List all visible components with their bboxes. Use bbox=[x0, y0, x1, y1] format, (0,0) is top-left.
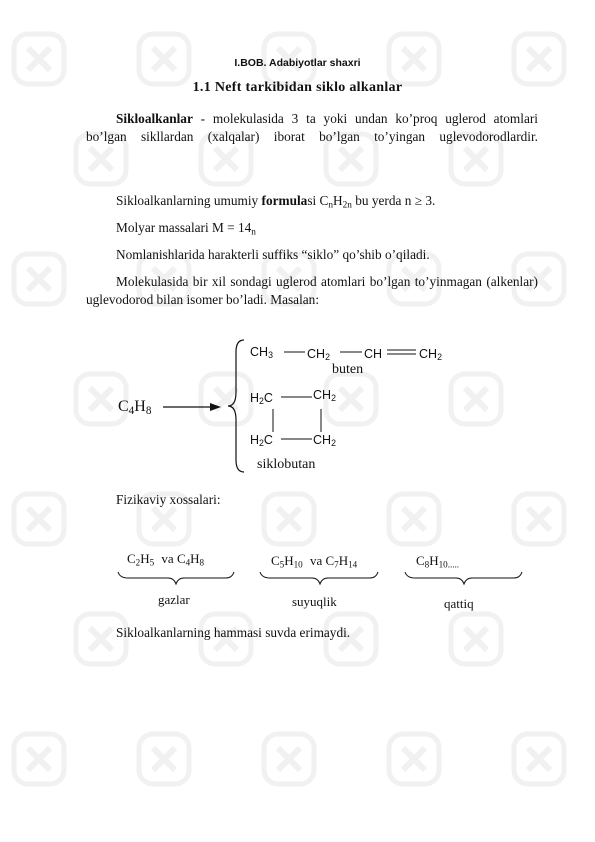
group-gazlar-formula: $C_2H_5$ va $C_4H_8$ bbox=[127, 551, 205, 568]
formula-sub-2n: 2n bbox=[342, 200, 352, 211]
paragraph-isomer: Molekulasida bir xil sondagi uglerod atomlari bo’lgan to’yinmagan (alkenlar) uglevodorod bilan isomer bo’ladi. Masalan: bbox=[86, 274, 538, 307]
chapter-title: I.BOB. Adabiyotlar shaxri bbox=[234, 57, 361, 69]
formula-h: H bbox=[333, 193, 343, 208]
molar-mass-text: Molyar massalari M = 14 bbox=[116, 220, 252, 235]
formula-text-pre: Sikloalkanlarning umumiy bbox=[116, 193, 262, 208]
formula-text-mid: si C bbox=[307, 193, 329, 208]
group-qattiq-formula: $C_8H_{10.....}$ bbox=[416, 553, 460, 570]
brace-suyuqlik-icon bbox=[260, 572, 378, 584]
paragraph-solubility: Sikloalkanlarning hammasi suvda erimaydi. bbox=[116, 625, 351, 640]
formula-c4h8: $C_4H_8$ bbox=[118, 398, 152, 417]
group-suyuqlik-formula: $C_5H_{10}$ va $C_7H_{14}$ bbox=[271, 553, 358, 570]
label-buten: buten bbox=[332, 362, 364, 377]
paragraph-physical: Fizikaviy xossalari: bbox=[116, 492, 221, 507]
label-suyuqlik: suyuqlik bbox=[292, 594, 337, 609]
paragraph-naming: Nomlanishlarida harakterli suffiks “siklo” qo’shib o’qiladi. bbox=[116, 247, 430, 262]
molar-mass-sub: n bbox=[251, 227, 256, 238]
chain-ch: CH bbox=[364, 347, 383, 361]
label-gazlar: gazlar bbox=[158, 592, 190, 607]
label-siklobutan: siklobutan bbox=[257, 457, 316, 472]
brace-gazlar-icon bbox=[118, 572, 234, 584]
formula-text-post: bu yerda n ≥ 3. bbox=[351, 193, 436, 208]
formula-word: formula bbox=[261, 193, 308, 208]
brace-qattiq-icon bbox=[405, 572, 522, 584]
ring-bottom-right: $CH_2$ bbox=[313, 433, 336, 449]
chain-ch3: $CH_3$ bbox=[250, 345, 273, 361]
definition-text: - molekulasida 3 ta yoki undan ko’proq uglerod atomlari bo’lgan sikllardan (xalqalar) iborat bo’lgan to’yingan uglevodorodlardir. bbox=[86, 111, 538, 144]
term-sikloalkanlar: Sikloalkanlar bbox=[116, 111, 193, 126]
section-title: 1.1 Neft tarkibidan siklo alkanlar bbox=[192, 80, 403, 95]
formula-sub-n: n bbox=[328, 200, 334, 211]
chain-ch2: $CH_2$ bbox=[307, 347, 330, 363]
ring-top-left: $H_2C$ bbox=[250, 391, 273, 407]
ring-bottom-left: $H_2C$ bbox=[250, 433, 273, 449]
label-qattiq: qattiq bbox=[444, 596, 474, 611]
ring-top-right: $CH_2$ bbox=[313, 388, 336, 404]
chain-ch2-end: $CH_2$ bbox=[419, 347, 442, 363]
